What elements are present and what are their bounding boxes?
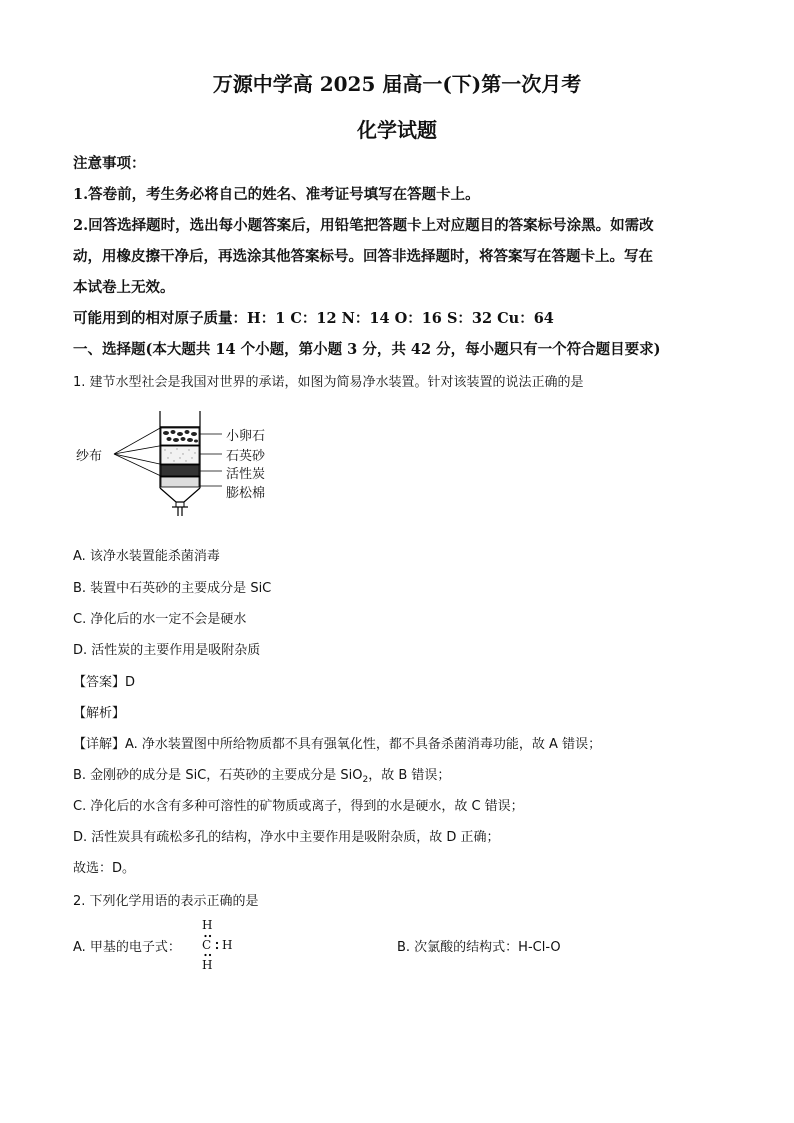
q1-detail-line-4: D. 活性炭具有疏松多孔的结构，净水中主要作用是吸附杂质，故 D 正确； (73, 830, 500, 845)
q1-detail-line-1: 【详解】A. 净水装置图中所给物质都不具有强氧化性，都不具备杀菌消毒功能，故 A 错误； (73, 737, 602, 752)
ed-top-h: H (202, 918, 213, 932)
pebble-label: 小卵石 (226, 429, 266, 444)
q1-option-a: A. 该净水装置能杀菌消毒 (73, 549, 220, 564)
notice-item-2-line-3: 本试卷上无效。 (73, 279, 175, 296)
section-1-heading: 一、选择题(本大题共 14 个小题，第小题 3 分，共 42 分，每小题只有一个符合题目要求) (73, 341, 661, 358)
q1-option-b: B. 装置中石英砂的主要成分是 SiC (73, 581, 272, 596)
water-purifier-diagram (72, 406, 312, 521)
gauze-label: 纱布 (76, 449, 103, 464)
ed-center-c: C (202, 938, 212, 952)
cotton-label: 膨松棉 (226, 486, 266, 501)
notice-item-2-line-1: 2.回答选择题时，选出每小题答案后，用铅笔把答题卡上对应题目的答案标号涂黑。如需改 (73, 217, 654, 234)
exam-subtitle: 化学试题 (357, 118, 437, 142)
quartz-sand-label: 石英砂 (226, 449, 266, 464)
question-1-stem: 1. 建节水型社会是我国对世界的承诺，如图为简易净水装置。针对该装置的说法正确的是 (73, 375, 584, 390)
notice-item-2-line-2: 动，用橡皮擦干净后，再选涂其他答案标号。回答非选择题时，将答案写在答题卡上。写在 (73, 248, 653, 265)
q1-detail-line-3: C. 净化后的水含有多种可溶性的矿物质或离子，得到的水是硬水，故 C 错误； (73, 799, 524, 814)
activated-carbon-label: 活性炭 (226, 467, 266, 482)
ed-bottom-h: H (202, 958, 213, 972)
exam-title: 万源中学高 2025 届高一(下)第一次月考 (212, 72, 582, 96)
water-purifier-figure (72, 406, 312, 521)
ed-right-h: H (222, 938, 233, 952)
atomic-mass-line: 可能用到的相对原子质量：H：1 C：12 N：14 O：16 S：32 Cu：64 (73, 310, 554, 327)
notice-heading: 注意事项： (73, 155, 146, 172)
q2-option-b: B. 次氯酸的结构式：H-Cl-O (397, 940, 561, 955)
notice-item-1: 1.答卷前，考生务必将自己的姓名、准考证号填写在答题卡上。 (73, 186, 480, 203)
q1-answer: 【答案】D (73, 675, 136, 690)
q1-option-c: C. 净化后的水一定不会是硬水 (73, 612, 247, 627)
question-2-stem: 2. 下列化学用语的表示正确的是 (73, 894, 259, 909)
q1-detail-line-2: B. 金刚砂的成分是 SiC，石英砂的主要成分是 SiO$_2$，故 B 错误； (73, 768, 451, 785)
electron-dots (200, 918, 224, 974)
q1-conclusion: 故选：D。 (73, 861, 136, 876)
q1-analysis-label: 【解析】 (73, 706, 126, 721)
methyl-electron-dot-formula (200, 918, 233, 974)
q1-option-d: D. 活性炭的主要作用是吸附杂质 (73, 643, 261, 658)
q2-option-a: A. 甲基的电子式： (73, 940, 181, 955)
